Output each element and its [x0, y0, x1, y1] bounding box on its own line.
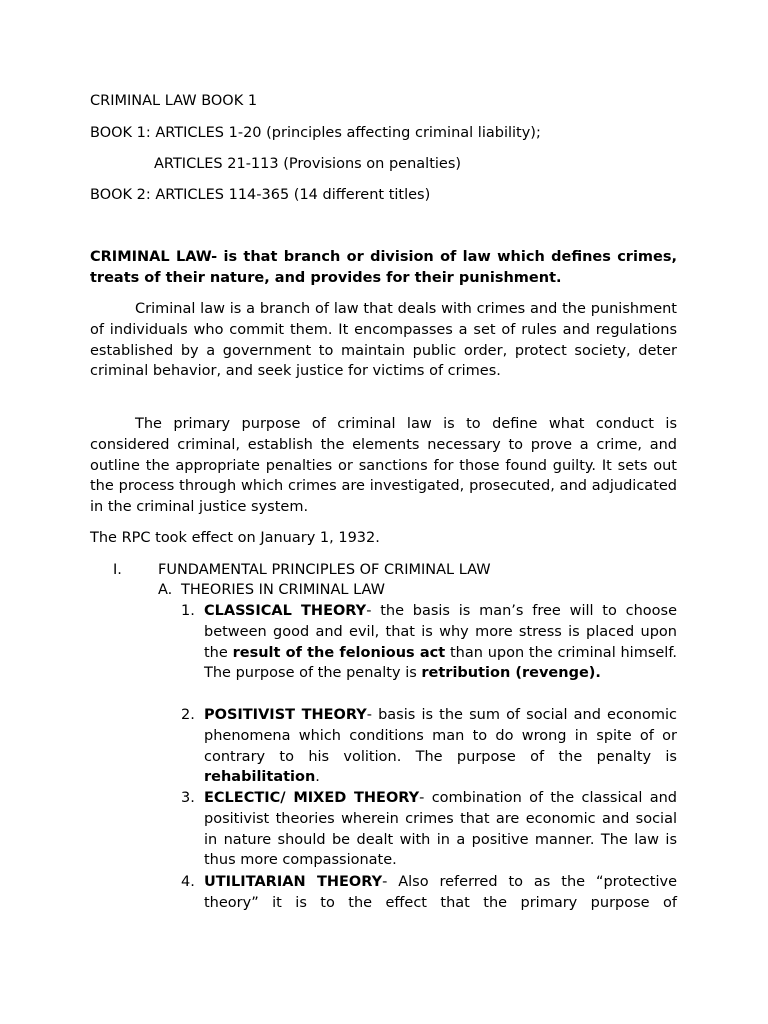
- subsection-number: A.: [158, 582, 173, 598]
- book2-line: BOOK 2: ARTICLES 114-365 (14 different titles): [90, 187, 431, 203]
- list-item-eclectic-theory: [204, 788, 677, 871]
- book1-sub-line: ARTICLES 21-113 (Provisions on penalties): [154, 156, 462, 172]
- eclectic-theory-term: ECLECTIC/ MIXED THEORY: [204, 790, 420, 806]
- document-title: CRIMINAL LAW BOOK 1: [90, 93, 258, 109]
- book1-line: BOOK 1: ARTICLES 1-20 (principles affecting criminal liability);: [90, 125, 541, 141]
- section-title: FUNDAMENTAL PRINCIPLES OF CRIMINAL LAW: [158, 562, 491, 578]
- list-item-number: 3.: [181, 790, 195, 806]
- classical-theory-text: - the basis is man’s free will to choose between good and evil, that is why more stress is placed upon the: [204, 603, 678, 661]
- rpc-effectivity: The RPC took effect on January 1, 1932.: [90, 530, 380, 546]
- list-item-number: 1.: [181, 603, 195, 619]
- eclectic-theory-text: - combination of the classical and positivist theories wherein crimes that are economic and social in nature should be dealt with in a positive manner. The law is thus more compassionate.: [204, 790, 677, 869]
- classical-theory-term: CLASSICAL THEORY: [204, 603, 367, 619]
- criminal-law-definition: CRIMINAL LAW- is that branch or division of law which defines crimes, treats of their nature, and provides for their punishment.: [90, 249, 677, 286]
- utilitarian-theory-term: UTILITARIAN THEORY: [204, 874, 383, 890]
- section-number: I.: [113, 562, 122, 578]
- utilitarian-theory-text: - Also referred to as the “protective theory” it is to the effect that the primary purpose of: [204, 874, 677, 911]
- list-item-utilitarian-theory: [204, 872, 677, 914]
- list-item-positivist-theory: [204, 705, 677, 788]
- paragraph-primary-purpose: The primary purpose of criminal law is to define what conduct is considered criminal, establish the elements necessary to prove a crime, and outline the appropriate penalties or sanctions for those found guilty. It sets out the process through which crimes are investigated, prosecuted, and adjudicated in the criminal justice system.: [90, 416, 677, 516]
- list-item-number: 2.: [181, 707, 195, 723]
- positivist-theory-term: POSITIVIST THEORY: [204, 707, 367, 723]
- classical-theory-emphasis: result of the felonious act: [232, 644, 446, 661]
- subsection-title: THEORIES IN CRIMINAL LAW: [181, 582, 385, 598]
- positivist-theory-text-2: .: [315, 769, 320, 786]
- list-item-classical-theory: [204, 601, 677, 684]
- classical-theory-purpose: retribution (revenge).: [421, 665, 601, 682]
- positivist-theory-purpose: rehabilitation: [204, 769, 316, 786]
- classical-theory-text-2: than upon the criminal himself. The purpose of the penalty is: [204, 644, 677, 682]
- list-item-number: 4.: [181, 874, 195, 890]
- positivist-theory-text: - basis is the sum of social and economic phenomena which conditions man to do wrong in spite of or contrary to his volition. The purpose of the penalty is: [204, 707, 677, 765]
- paragraph-criminal-law: Criminal law is a branch of law that deals with crimes and the punishment of individuals who commit them. It encompasses a set of rules and regulations established by a government to maintain public order, protect society, deter criminal behavior, and seek justice for victims of crimes.: [90, 301, 677, 380]
